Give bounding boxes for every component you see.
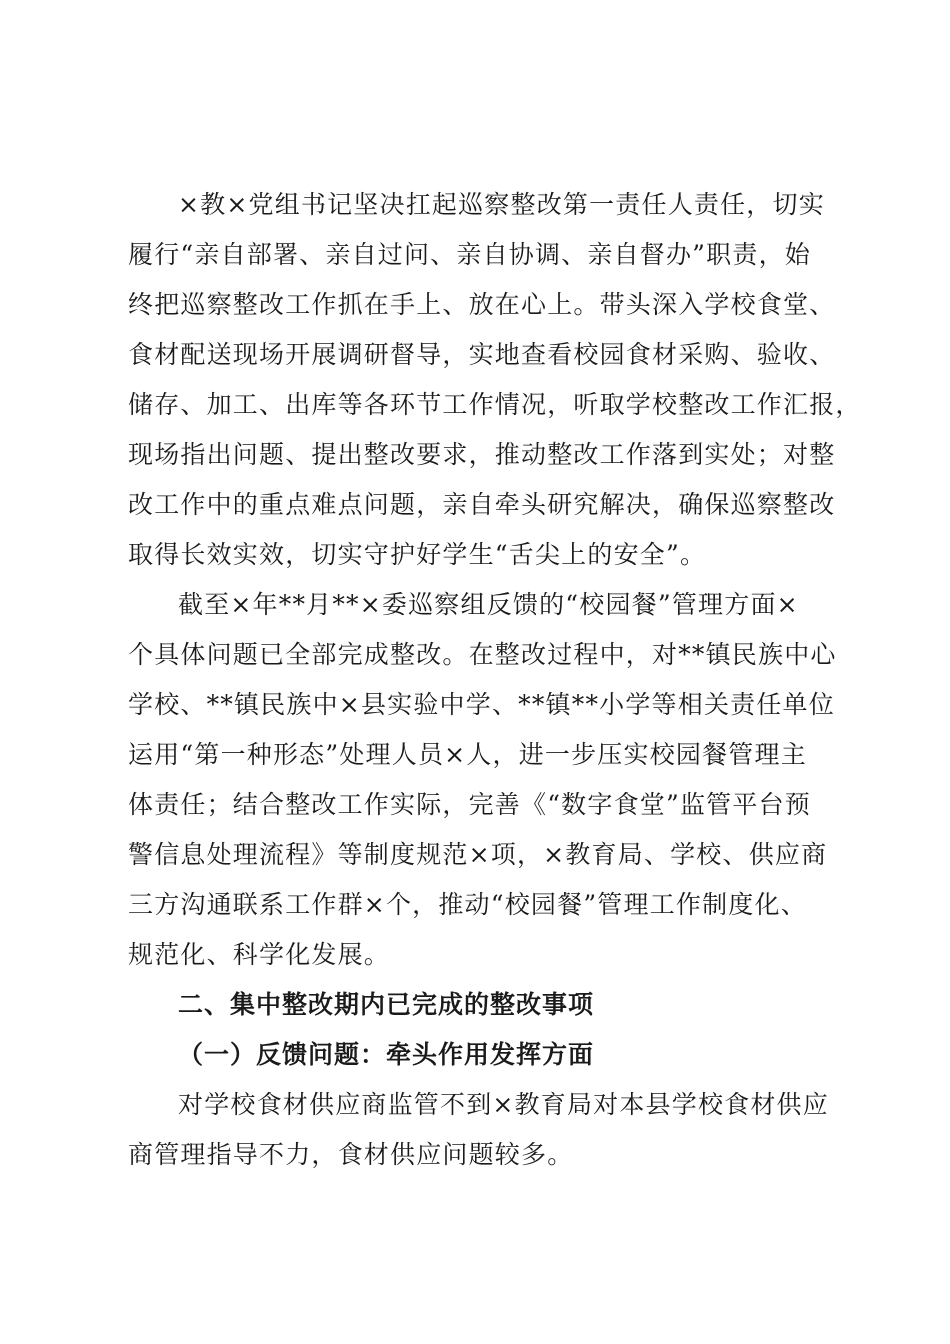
text-line: 储存、加工、出库等各环节工作情况，听取学校整改工作汇报， <box>128 390 862 419</box>
document-body <box>128 180 862 1180</box>
text-line: 体责任；结合整改工作实际，完善《“数字食堂”监管平台预 <box>128 790 811 819</box>
subsection-heading: （一）反馈问题：牵头作用发挥方面 <box>178 1040 595 1069</box>
text-line: 对学校食材供应商监管不到×教育局对本县学校食材供应 <box>178 1090 829 1119</box>
text-line: 学校、**镇民族中×县实验中学、**镇**小学等相关责任单位 <box>128 690 835 719</box>
text-line: 履行“亲自部署、亲自过问、亲自协调、亲自督办”职责，始 <box>128 240 811 269</box>
text-line: 取得长效实效，切实守护好学生“舌尖上的安全”。 <box>128 540 707 569</box>
text-line: 警信息处理流程》等制度规范×项，×教育局、学校、供应商 <box>128 840 828 869</box>
text-line: 三方沟通联系工作群×个，推动“校园餐”管理工作制度化、 <box>128 890 807 919</box>
text-line: 现场指出问题、提出整改要求，推动整改工作落到实处；对整 <box>128 440 836 469</box>
text-line: 规范化、科学化发展。 <box>128 940 391 969</box>
text-line: 个具体问题已全部完成整改。在整改过程中，对**镇民族中心 <box>128 640 837 669</box>
paragraph-responsibility <box>128 180 862 580</box>
paragraph-problem <box>128 1080 848 1180</box>
text-line: 终把巡察整改工作抓在手上、放在心上。带头深入学校食堂、 <box>128 290 836 319</box>
text-line: ×教×党组书记坚决扛起巡察整改第一责任人责任，切实 <box>178 190 825 219</box>
text-line: 食材配送现场开展调研督导，实地查看校园食材采购、验收、 <box>128 340 836 369</box>
section-heading: 二、集中整改期内已完成的整改事项 <box>178 990 595 1019</box>
text-line: 改工作中的重点难点问题，亲自牵头研究解决，确保巡察整改 <box>128 490 836 519</box>
text-line: 截至×年**月**×委巡察组反馈的“校园餐”管理方面× <box>178 590 799 619</box>
text-line: 商管理指导不力，食材供应问题较多。 <box>128 1140 574 1169</box>
text-line: 运用“第一种形态”处理人员×人，进一步压实校园餐管理主 <box>128 740 807 769</box>
paragraph-progress <box>128 580 848 980</box>
